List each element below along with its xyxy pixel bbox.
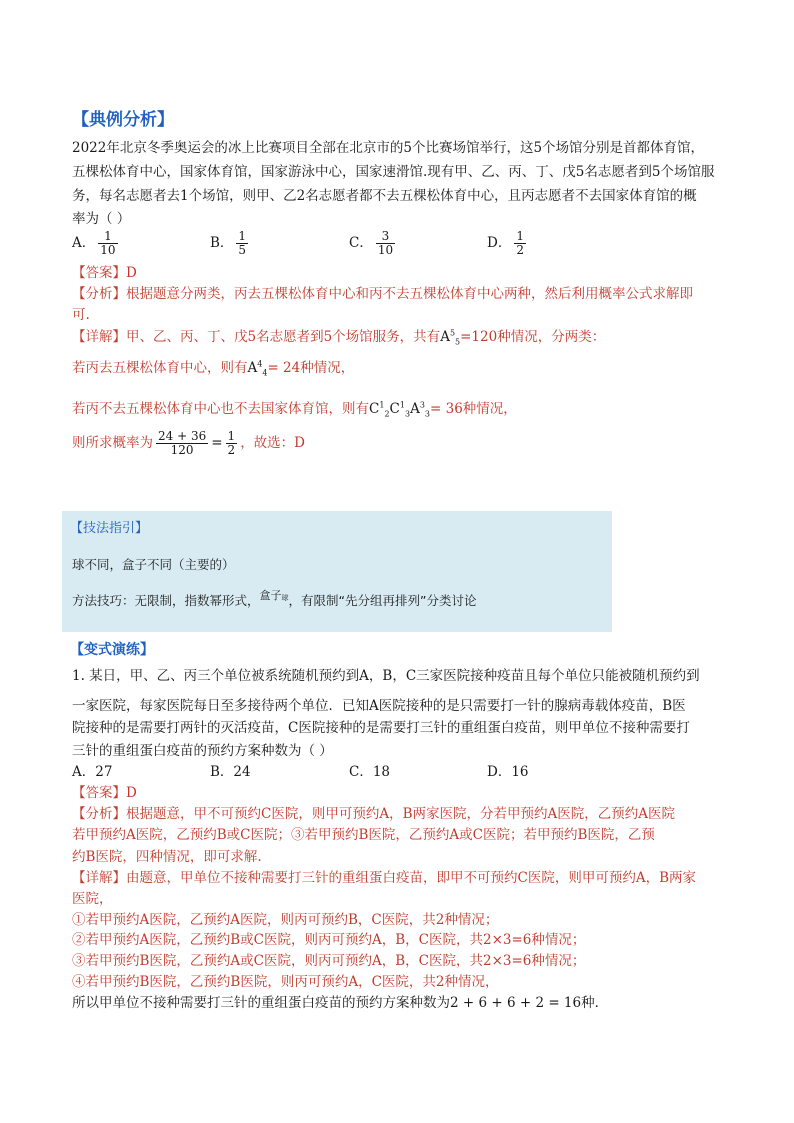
section-title-practice: 【变式演练】 <box>70 642 154 658</box>
detail-line: 医院， <box>72 891 113 907</box>
option-d: D． $\frac{1}{2}$ <box>487 229 524 257</box>
question-line: 务，每名志愿者去1个场馆，则甲、乙2名志愿者都不去五棵松体育中心，且丙志愿者不去国家体育馆的概 <box>72 188 697 204</box>
option-d: D．16 <box>487 764 529 780</box>
option-b: B．24 <box>210 764 251 780</box>
option-c: C．18 <box>349 764 391 780</box>
analysis-line: 约B医院，四种情况，即可求解. <box>72 849 262 865</box>
detail-line: ①若甲预约A医院，乙预约A医院，则丙可预约B，C医院，共2种情况； <box>72 912 499 928</box>
analysis-line: 可. <box>72 307 90 323</box>
detail-line: ④若甲预约B医院，乙预约B医院，则丙可预约A，C医院，共2种情况， <box>72 974 499 990</box>
detail-line: ②若甲预约A医院，乙预约B或C医院，则丙可预约A，B，C医院，共2×3=6种情况； <box>72 932 586 948</box>
option-c: C． $\frac{3}{10}$ <box>349 229 394 257</box>
tips-box <box>62 511 612 632</box>
section-title-example: 【典例分析】 <box>72 110 174 130</box>
answer-text: 【答案】D <box>72 785 137 801</box>
detail-line: ③若甲预约B医院，乙预约A或C医院，则丙可预约A，B，C医院，共2×3=6种情况； <box>72 953 586 969</box>
detail-line: 【详解】甲、乙、丙、丁、戊5名志愿者到5个场馆服务，共有$A^5_5=120$种情况，分两类： <box>72 328 606 347</box>
option-b: B． $\frac{1}{5}$ <box>210 229 247 257</box>
option-a: A．27 <box>72 764 113 780</box>
case-line-2: 若丙不去五棵松体育中心也不去国家体育馆，则有$C^1_2C^1_3A^3_3= 36$种情况， <box>72 400 517 419</box>
question-line: 院接种的是需要打两针的灭活疫苗，C医院接种的是需要打三针的重组蛋白疫苗，则甲单位不接种需要打 <box>72 720 690 736</box>
conclusion-line: 则所求概率为 $\frac{24 + 36}{120}$ = $\frac{1}{2}$ ，故选：D <box>72 429 306 457</box>
question-line: 2022年北京冬季奥运会的冰上比赛项目全部在北京市的5个比赛场馆举行，这5个场馆分别是首都体育馆， <box>72 140 705 156</box>
detail-line: 【详解】由题意，甲单位不接种需要打三针的重组蛋白疫苗，即甲不可预约C医院，则甲可预约A，B两家 <box>72 870 696 886</box>
tips-line-1: 球不同，盒子不同（主要的） <box>72 557 235 572</box>
question-line: 一家医院，每家医院每日至多接待两个单位．已知A医院接种的是只需要打一针的腺病毒载体疫苗，B医 <box>72 698 686 714</box>
analysis-line: 【分析】根据题意分两类，丙去五棵松体育中心和丙不去五棵松体育中心两种，然后利用概率公式求解即 <box>72 286 693 302</box>
question-line: 1. 某日，甲、乙、丙三个单位被系统随机预约到A，B，C三家医院接种疫苗且每个单位只能被随机预约到 <box>72 668 700 684</box>
case-line-1: 若丙去五棵松体育中心，则有$A^4_4= 24$种情况， <box>72 359 355 378</box>
tips-title: 【技法指引】 <box>70 521 149 536</box>
question-line: 三针的重组蛋白疫苗的预约方案种数为（ ） <box>72 743 333 759</box>
analysis-line: 若甲预约A医院，乙预约B或C医院；③若甲预约B医院，乙预约A或C医院；若甲预约B医院，乙预 <box>72 827 655 843</box>
option-a: A． $\frac{1}{10}$ <box>72 229 116 257</box>
answer-text: 【答案】D <box>72 265 137 281</box>
question-line: 率为（ ） <box>72 211 131 227</box>
final-line: 所以甲单位不接种需要打三针的重组蛋白疫苗的预约方案种数为2 + 6 + 6 + 2 = 16种． <box>72 995 609 1011</box>
tips-line-2: 方法技巧：无限制，指数幂形式，盒子$^球$，有限制“先分组再排列”分类讨论 <box>72 589 477 608</box>
question-line: 五棵松体育中心，国家体育馆，国家游泳中心，国家速滑馆.现有甲、乙、丙、丁、戊5名志愿者到5个场馆服 <box>72 164 715 180</box>
analysis-line: 【分析】根据题意，甲不可预约C医院，则甲可预约A，B两家医院，分若甲预约A医院，乙预约A医院 <box>72 806 675 822</box>
